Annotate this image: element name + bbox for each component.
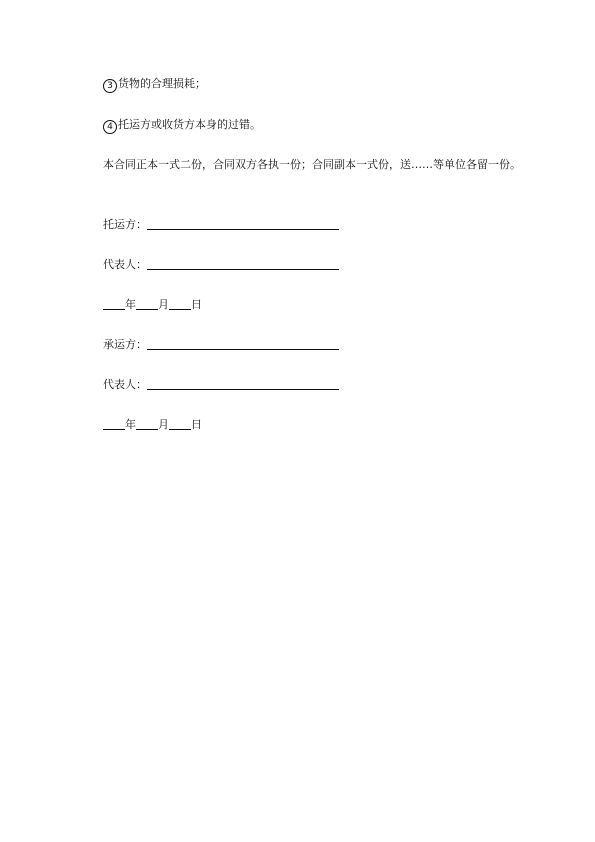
- shipper-rep-signature-line: [103, 257, 339, 272]
- circled-number-3: 3: [103, 79, 117, 93]
- clause-item-4: [103, 117, 261, 134]
- shipper-month-blank[interactable]: [136, 298, 158, 310]
- carrier-year-label: 年: [125, 418, 136, 431]
- shipper-rep-label: 代表人：: [103, 258, 147, 271]
- clause-item-4-text: 托运方或收货方本身的过错。: [118, 118, 261, 131]
- carrier-rep-label: 代表人：: [103, 378, 147, 391]
- circled-number-4: 4: [103, 120, 117, 134]
- carrier-rep-blank[interactable]: [147, 378, 339, 390]
- carrier-day-label: 日: [191, 418, 202, 431]
- clause-item-3-text: 货物的合理损耗；: [118, 77, 206, 90]
- carrier-month-label: 月: [158, 418, 169, 431]
- carrier-signature-line: [103, 337, 339, 352]
- shipper-blank[interactable]: [147, 218, 339, 230]
- shipper-day-label: 日: [191, 298, 202, 311]
- carrier-month-blank[interactable]: [136, 418, 158, 430]
- shipper-label: 托运方：: [103, 218, 147, 231]
- copies-paragraph: 本合同正本一式二份，合同双方各执一份；合同副本一式份，送……等单位各留一份。: [103, 158, 521, 171]
- carrier-day-blank[interactable]: [169, 418, 191, 430]
- shipper-date-line: [103, 297, 202, 312]
- clause-item-3: [103, 76, 206, 93]
- carrier-label: 承运方：: [103, 338, 147, 351]
- shipper-signature-line: [103, 217, 339, 232]
- carrier-date-line: [103, 417, 202, 432]
- shipper-year-blank[interactable]: [103, 298, 125, 310]
- shipper-year-label: 年: [125, 298, 136, 311]
- carrier-year-blank[interactable]: [103, 418, 125, 430]
- shipper-month-label: 月: [158, 298, 169, 311]
- shipper-rep-blank[interactable]: [147, 258, 339, 270]
- carrier-rep-signature-line: [103, 377, 339, 392]
- shipper-day-blank[interactable]: [169, 298, 191, 310]
- carrier-blank[interactable]: [147, 338, 339, 350]
